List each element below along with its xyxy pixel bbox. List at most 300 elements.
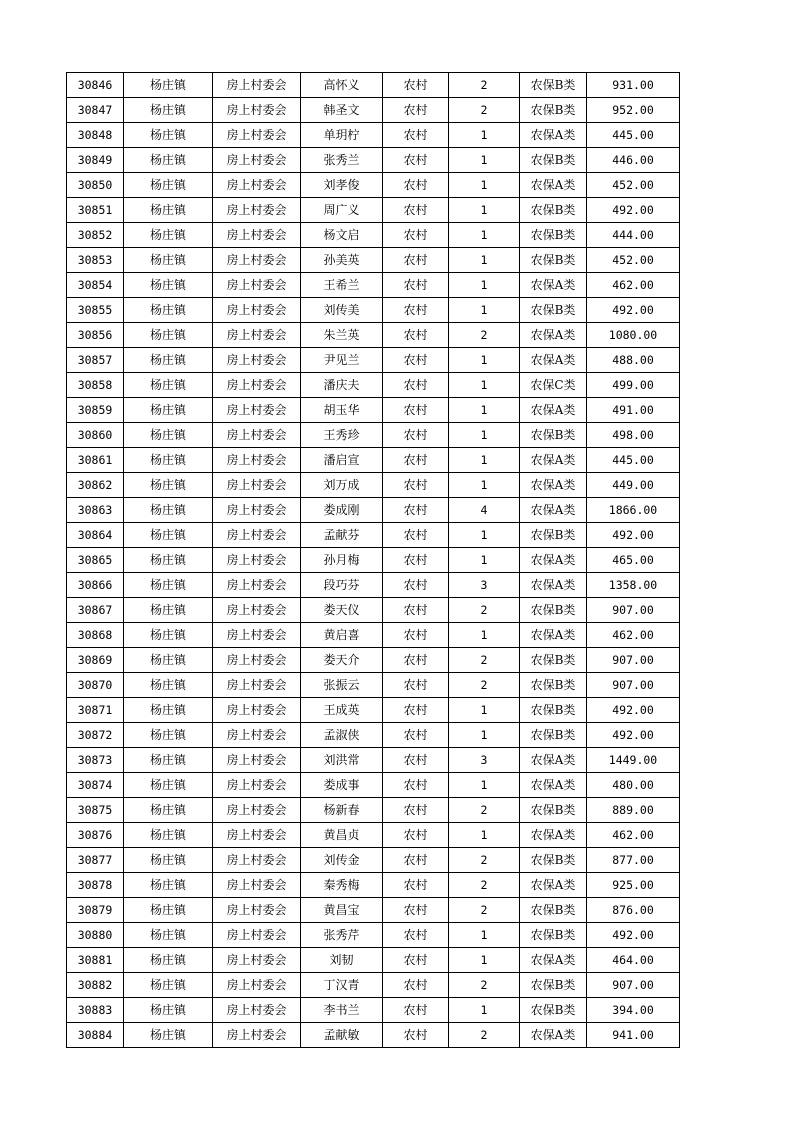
count-cell: 1 bbox=[449, 998, 520, 1023]
area-cell: 农村 bbox=[383, 648, 449, 673]
table-row bbox=[67, 198, 680, 223]
town-cell: 杨庄镇 bbox=[124, 523, 213, 548]
town-cell: 杨庄镇 bbox=[124, 423, 213, 448]
count-cell: 1 bbox=[449, 948, 520, 973]
table-body bbox=[67, 73, 680, 1048]
name-cell: 娄天仪 bbox=[301, 598, 383, 623]
town-cell: 杨庄镇 bbox=[124, 148, 213, 173]
count-cell: 1 bbox=[449, 198, 520, 223]
category-cell: 农保B类 bbox=[520, 298, 587, 323]
area-cell: 农村 bbox=[383, 873, 449, 898]
table-row bbox=[67, 348, 680, 373]
table-row bbox=[67, 323, 680, 348]
village-cell: 房上村委会 bbox=[213, 1023, 301, 1048]
town-cell: 杨庄镇 bbox=[124, 348, 213, 373]
count-cell: 3 bbox=[449, 573, 520, 598]
name-cell: 王成英 bbox=[301, 698, 383, 723]
table-row bbox=[67, 673, 680, 698]
town-cell: 杨庄镇 bbox=[124, 723, 213, 748]
area-cell: 农村 bbox=[383, 698, 449, 723]
id-cell: 30862 bbox=[67, 473, 124, 498]
count-cell: 1 bbox=[449, 523, 520, 548]
id-cell: 30883 bbox=[67, 998, 124, 1023]
name-cell: 张秀芹 bbox=[301, 923, 383, 948]
village-cell: 房上村委会 bbox=[213, 73, 301, 98]
id-cell: 30873 bbox=[67, 748, 124, 773]
id-cell: 30868 bbox=[67, 623, 124, 648]
amount-cell: 1358.00 bbox=[587, 573, 680, 598]
area-cell: 农村 bbox=[383, 723, 449, 748]
name-cell: 段巧芬 bbox=[301, 573, 383, 598]
area-cell: 农村 bbox=[383, 848, 449, 873]
table-row bbox=[67, 573, 680, 598]
town-cell: 杨庄镇 bbox=[124, 173, 213, 198]
village-cell: 房上村委会 bbox=[213, 473, 301, 498]
category-cell: 农保B类 bbox=[520, 798, 587, 823]
category-cell: 农保B类 bbox=[520, 848, 587, 873]
amount-cell: 1866.00 bbox=[587, 498, 680, 523]
count-cell: 4 bbox=[449, 498, 520, 523]
amount-cell: 480.00 bbox=[587, 773, 680, 798]
town-cell: 杨庄镇 bbox=[124, 548, 213, 573]
id-cell: 30877 bbox=[67, 848, 124, 873]
area-cell: 农村 bbox=[383, 123, 449, 148]
amount-cell: 931.00 bbox=[587, 73, 680, 98]
town-cell: 杨庄镇 bbox=[124, 448, 213, 473]
area-cell: 农村 bbox=[383, 248, 449, 273]
name-cell: 刘韧 bbox=[301, 948, 383, 973]
amount-cell: 444.00 bbox=[587, 223, 680, 248]
amount-cell: 1449.00 bbox=[587, 748, 680, 773]
category-cell: 农保A类 bbox=[520, 448, 587, 473]
table-row bbox=[67, 273, 680, 298]
town-cell: 杨庄镇 bbox=[124, 898, 213, 923]
category-cell: 农保B类 bbox=[520, 198, 587, 223]
amount-cell: 452.00 bbox=[587, 173, 680, 198]
amount-cell: 445.00 bbox=[587, 448, 680, 473]
id-cell: 30846 bbox=[67, 73, 124, 98]
amount-cell: 498.00 bbox=[587, 423, 680, 448]
id-cell: 30880 bbox=[67, 923, 124, 948]
id-cell: 30858 bbox=[67, 373, 124, 398]
area-cell: 农村 bbox=[383, 148, 449, 173]
table-row bbox=[67, 723, 680, 748]
table-row bbox=[67, 773, 680, 798]
name-cell: 孙月梅 bbox=[301, 548, 383, 573]
area-cell: 农村 bbox=[383, 423, 449, 448]
area-cell: 农村 bbox=[383, 323, 449, 348]
amount-cell: 877.00 bbox=[587, 848, 680, 873]
name-cell: 潘启宣 bbox=[301, 448, 383, 473]
table-row bbox=[67, 298, 680, 323]
name-cell: 单玥柠 bbox=[301, 123, 383, 148]
village-cell: 房上村委会 bbox=[213, 323, 301, 348]
data-table bbox=[66, 72, 680, 1048]
amount-cell: 445.00 bbox=[587, 123, 680, 148]
village-cell: 房上村委会 bbox=[213, 373, 301, 398]
category-cell: 农保A类 bbox=[520, 623, 587, 648]
area-cell: 农村 bbox=[383, 298, 449, 323]
count-cell: 1 bbox=[449, 148, 520, 173]
amount-cell: 462.00 bbox=[587, 623, 680, 648]
area-cell: 农村 bbox=[383, 273, 449, 298]
table-row bbox=[67, 473, 680, 498]
count-cell: 2 bbox=[449, 873, 520, 898]
name-cell: 王希兰 bbox=[301, 273, 383, 298]
area-cell: 农村 bbox=[383, 598, 449, 623]
area-cell: 农村 bbox=[383, 623, 449, 648]
count-cell: 1 bbox=[449, 173, 520, 198]
area-cell: 农村 bbox=[383, 473, 449, 498]
village-cell: 房上村委会 bbox=[213, 173, 301, 198]
category-cell: 农保A类 bbox=[520, 823, 587, 848]
town-cell: 杨庄镇 bbox=[124, 1023, 213, 1048]
amount-cell: 492.00 bbox=[587, 298, 680, 323]
area-cell: 农村 bbox=[383, 448, 449, 473]
category-cell: 农保A类 bbox=[520, 273, 587, 298]
id-cell: 30881 bbox=[67, 948, 124, 973]
table-row bbox=[67, 373, 680, 398]
category-cell: 农保A类 bbox=[520, 323, 587, 348]
amount-cell: 876.00 bbox=[587, 898, 680, 923]
town-cell: 杨庄镇 bbox=[124, 998, 213, 1023]
count-cell: 1 bbox=[449, 298, 520, 323]
amount-cell: 491.00 bbox=[587, 398, 680, 423]
table-row bbox=[67, 948, 680, 973]
town-cell: 杨庄镇 bbox=[124, 648, 213, 673]
id-cell: 30879 bbox=[67, 898, 124, 923]
name-cell: 娄天介 bbox=[301, 648, 383, 673]
amount-cell: 499.00 bbox=[587, 373, 680, 398]
town-cell: 杨庄镇 bbox=[124, 73, 213, 98]
village-cell: 房上村委会 bbox=[213, 848, 301, 873]
village-cell: 房上村委会 bbox=[213, 423, 301, 448]
name-cell: 刘传美 bbox=[301, 298, 383, 323]
area-cell: 农村 bbox=[383, 973, 449, 998]
category-cell: 农保B类 bbox=[520, 98, 587, 123]
name-cell: 刘孝俊 bbox=[301, 173, 383, 198]
town-cell: 杨庄镇 bbox=[124, 673, 213, 698]
table-row bbox=[67, 248, 680, 273]
town-cell: 杨庄镇 bbox=[124, 573, 213, 598]
amount-cell: 492.00 bbox=[587, 723, 680, 748]
area-cell: 农村 bbox=[383, 1023, 449, 1048]
name-cell: 王秀珍 bbox=[301, 423, 383, 448]
table-row bbox=[67, 73, 680, 98]
name-cell: 刘洪常 bbox=[301, 748, 383, 773]
count-cell: 1 bbox=[449, 698, 520, 723]
amount-cell: 492.00 bbox=[587, 698, 680, 723]
village-cell: 房上村委会 bbox=[213, 748, 301, 773]
area-cell: 农村 bbox=[383, 198, 449, 223]
id-cell: 30859 bbox=[67, 398, 124, 423]
id-cell: 30882 bbox=[67, 973, 124, 998]
town-cell: 杨庄镇 bbox=[124, 948, 213, 973]
id-cell: 30857 bbox=[67, 348, 124, 373]
table-row bbox=[67, 148, 680, 173]
table-row bbox=[67, 523, 680, 548]
category-cell: 农保A类 bbox=[520, 173, 587, 198]
village-cell: 房上村委会 bbox=[213, 573, 301, 598]
area-cell: 农村 bbox=[383, 223, 449, 248]
village-cell: 房上村委会 bbox=[213, 698, 301, 723]
id-cell: 30850 bbox=[67, 173, 124, 198]
town-cell: 杨庄镇 bbox=[124, 873, 213, 898]
count-cell: 1 bbox=[449, 123, 520, 148]
name-cell: 黄昌宝 bbox=[301, 898, 383, 923]
town-cell: 杨庄镇 bbox=[124, 298, 213, 323]
table-row bbox=[67, 498, 680, 523]
area-cell: 农村 bbox=[383, 548, 449, 573]
area-cell: 农村 bbox=[383, 498, 449, 523]
count-cell: 1 bbox=[449, 823, 520, 848]
count-cell: 1 bbox=[449, 223, 520, 248]
table-row bbox=[67, 898, 680, 923]
area-cell: 农村 bbox=[383, 73, 449, 98]
area-cell: 农村 bbox=[383, 898, 449, 923]
count-cell: 1 bbox=[449, 723, 520, 748]
town-cell: 杨庄镇 bbox=[124, 198, 213, 223]
amount-cell: 925.00 bbox=[587, 873, 680, 898]
count-cell: 2 bbox=[449, 848, 520, 873]
area-cell: 农村 bbox=[383, 398, 449, 423]
amount-cell: 907.00 bbox=[587, 973, 680, 998]
amount-cell: 452.00 bbox=[587, 248, 680, 273]
name-cell: 张振云 bbox=[301, 673, 383, 698]
area-cell: 农村 bbox=[383, 998, 449, 1023]
amount-cell: 446.00 bbox=[587, 148, 680, 173]
town-cell: 杨庄镇 bbox=[124, 623, 213, 648]
category-cell: 农保B类 bbox=[520, 698, 587, 723]
category-cell: 农保A类 bbox=[520, 548, 587, 573]
amount-cell: 464.00 bbox=[587, 948, 680, 973]
name-cell: 丁汉青 bbox=[301, 973, 383, 998]
id-cell: 30853 bbox=[67, 248, 124, 273]
count-cell: 2 bbox=[449, 648, 520, 673]
village-cell: 房上村委会 bbox=[213, 348, 301, 373]
category-cell: 农保A类 bbox=[520, 398, 587, 423]
count-cell: 2 bbox=[449, 973, 520, 998]
id-cell: 30878 bbox=[67, 873, 124, 898]
table-row bbox=[67, 598, 680, 623]
town-cell: 杨庄镇 bbox=[124, 398, 213, 423]
category-cell: 农保B类 bbox=[520, 998, 587, 1023]
category-cell: 农保B类 bbox=[520, 148, 587, 173]
village-cell: 房上村委会 bbox=[213, 948, 301, 973]
area-cell: 农村 bbox=[383, 373, 449, 398]
town-cell: 杨庄镇 bbox=[124, 248, 213, 273]
table-row bbox=[67, 873, 680, 898]
count-cell: 1 bbox=[449, 623, 520, 648]
town-cell: 杨庄镇 bbox=[124, 748, 213, 773]
id-cell: 30856 bbox=[67, 323, 124, 348]
name-cell: 胡玉华 bbox=[301, 398, 383, 423]
id-cell: 30849 bbox=[67, 148, 124, 173]
town-cell: 杨庄镇 bbox=[124, 773, 213, 798]
village-cell: 房上村委会 bbox=[213, 723, 301, 748]
count-cell: 2 bbox=[449, 1023, 520, 1048]
category-cell: 农保B类 bbox=[520, 648, 587, 673]
village-cell: 房上村委会 bbox=[213, 973, 301, 998]
amount-cell: 492.00 bbox=[587, 523, 680, 548]
village-cell: 房上村委会 bbox=[213, 448, 301, 473]
category-cell: 农保A类 bbox=[520, 873, 587, 898]
village-cell: 房上村委会 bbox=[213, 823, 301, 848]
table-row bbox=[67, 1023, 680, 1048]
area-cell: 农村 bbox=[383, 523, 449, 548]
name-cell: 高怀义 bbox=[301, 73, 383, 98]
category-cell: 农保C类 bbox=[520, 373, 587, 398]
village-cell: 房上村委会 bbox=[213, 98, 301, 123]
name-cell: 李书兰 bbox=[301, 998, 383, 1023]
table-row bbox=[67, 698, 680, 723]
village-cell: 房上村委会 bbox=[213, 523, 301, 548]
area-cell: 农村 bbox=[383, 173, 449, 198]
id-cell: 30848 bbox=[67, 123, 124, 148]
town-cell: 杨庄镇 bbox=[124, 273, 213, 298]
village-cell: 房上村委会 bbox=[213, 898, 301, 923]
table-row bbox=[67, 123, 680, 148]
village-cell: 房上村委会 bbox=[213, 223, 301, 248]
id-cell: 30884 bbox=[67, 1023, 124, 1048]
id-cell: 30854 bbox=[67, 273, 124, 298]
village-cell: 房上村委会 bbox=[213, 623, 301, 648]
village-cell: 房上村委会 bbox=[213, 923, 301, 948]
category-cell: 农保B类 bbox=[520, 423, 587, 448]
town-cell: 杨庄镇 bbox=[124, 698, 213, 723]
count-cell: 2 bbox=[449, 73, 520, 98]
amount-cell: 492.00 bbox=[587, 923, 680, 948]
town-cell: 杨庄镇 bbox=[124, 323, 213, 348]
village-cell: 房上村委会 bbox=[213, 773, 301, 798]
id-cell: 30871 bbox=[67, 698, 124, 723]
category-cell: 农保A类 bbox=[520, 573, 587, 598]
village-cell: 房上村委会 bbox=[213, 998, 301, 1023]
table-row bbox=[67, 548, 680, 573]
amount-cell: 462.00 bbox=[587, 823, 680, 848]
name-cell: 周广义 bbox=[301, 198, 383, 223]
amount-cell: 941.00 bbox=[587, 1023, 680, 1048]
amount-cell: 488.00 bbox=[587, 348, 680, 373]
amount-cell: 889.00 bbox=[587, 798, 680, 823]
amount-cell: 952.00 bbox=[587, 98, 680, 123]
village-cell: 房上村委会 bbox=[213, 148, 301, 173]
category-cell: 农保B类 bbox=[520, 598, 587, 623]
count-cell: 3 bbox=[449, 748, 520, 773]
village-cell: 房上村委会 bbox=[213, 548, 301, 573]
table-row bbox=[67, 398, 680, 423]
id-cell: 30865 bbox=[67, 548, 124, 573]
id-cell: 30866 bbox=[67, 573, 124, 598]
village-cell: 房上村委会 bbox=[213, 273, 301, 298]
table-row bbox=[67, 448, 680, 473]
id-cell: 30863 bbox=[67, 498, 124, 523]
table-row bbox=[67, 823, 680, 848]
category-cell: 农保B类 bbox=[520, 923, 587, 948]
id-cell: 30860 bbox=[67, 423, 124, 448]
id-cell: 30870 bbox=[67, 673, 124, 698]
name-cell: 孟献敏 bbox=[301, 1023, 383, 1048]
category-cell: 农保A类 bbox=[520, 1023, 587, 1048]
area-cell: 农村 bbox=[383, 673, 449, 698]
town-cell: 杨庄镇 bbox=[124, 473, 213, 498]
area-cell: 农村 bbox=[383, 348, 449, 373]
category-cell: 农保B类 bbox=[520, 523, 587, 548]
count-cell: 1 bbox=[449, 923, 520, 948]
town-cell: 杨庄镇 bbox=[124, 798, 213, 823]
town-cell: 杨庄镇 bbox=[124, 823, 213, 848]
name-cell: 尹见兰 bbox=[301, 348, 383, 373]
name-cell: 刘万成 bbox=[301, 473, 383, 498]
town-cell: 杨庄镇 bbox=[124, 373, 213, 398]
id-cell: 30864 bbox=[67, 523, 124, 548]
amount-cell: 465.00 bbox=[587, 548, 680, 573]
village-cell: 房上村委会 bbox=[213, 673, 301, 698]
id-cell: 30861 bbox=[67, 448, 124, 473]
category-cell: 农保B类 bbox=[520, 898, 587, 923]
category-cell: 农保B类 bbox=[520, 973, 587, 998]
town-cell: 杨庄镇 bbox=[124, 973, 213, 998]
town-cell: 杨庄镇 bbox=[124, 923, 213, 948]
category-cell: 农保B类 bbox=[520, 248, 587, 273]
table-row bbox=[67, 648, 680, 673]
amount-cell: 492.00 bbox=[587, 198, 680, 223]
name-cell: 娄成事 bbox=[301, 773, 383, 798]
count-cell: 2 bbox=[449, 898, 520, 923]
amount-cell: 462.00 bbox=[587, 273, 680, 298]
name-cell: 韩圣文 bbox=[301, 98, 383, 123]
amount-cell: 394.00 bbox=[587, 998, 680, 1023]
village-cell: 房上村委会 bbox=[213, 123, 301, 148]
count-cell: 2 bbox=[449, 98, 520, 123]
amount-cell: 449.00 bbox=[587, 473, 680, 498]
village-cell: 房上村委会 bbox=[213, 598, 301, 623]
table-row bbox=[67, 848, 680, 873]
amount-cell: 1080.00 bbox=[587, 323, 680, 348]
area-cell: 农村 bbox=[383, 948, 449, 973]
village-cell: 房上村委会 bbox=[213, 648, 301, 673]
id-cell: 30855 bbox=[67, 298, 124, 323]
village-cell: 房上村委会 bbox=[213, 498, 301, 523]
category-cell: 农保B类 bbox=[520, 673, 587, 698]
table-row bbox=[67, 173, 680, 198]
count-cell: 1 bbox=[449, 398, 520, 423]
town-cell: 杨庄镇 bbox=[124, 223, 213, 248]
id-cell: 30876 bbox=[67, 823, 124, 848]
table-row bbox=[67, 798, 680, 823]
area-cell: 农村 bbox=[383, 923, 449, 948]
town-cell: 杨庄镇 bbox=[124, 98, 213, 123]
name-cell: 孟淑侠 bbox=[301, 723, 383, 748]
area-cell: 农村 bbox=[383, 773, 449, 798]
table-row bbox=[67, 998, 680, 1023]
count-cell: 1 bbox=[449, 423, 520, 448]
table-row bbox=[67, 973, 680, 998]
name-cell: 杨文启 bbox=[301, 223, 383, 248]
amount-cell: 907.00 bbox=[587, 648, 680, 673]
table-row bbox=[67, 623, 680, 648]
village-cell: 房上村委会 bbox=[213, 248, 301, 273]
name-cell: 黄启喜 bbox=[301, 623, 383, 648]
count-cell: 1 bbox=[449, 548, 520, 573]
area-cell: 农村 bbox=[383, 823, 449, 848]
id-cell: 30869 bbox=[67, 648, 124, 673]
category-cell: 农保B类 bbox=[520, 223, 587, 248]
area-cell: 农村 bbox=[383, 98, 449, 123]
id-cell: 30872 bbox=[67, 723, 124, 748]
area-cell: 农村 bbox=[383, 573, 449, 598]
village-cell: 房上村委会 bbox=[213, 873, 301, 898]
